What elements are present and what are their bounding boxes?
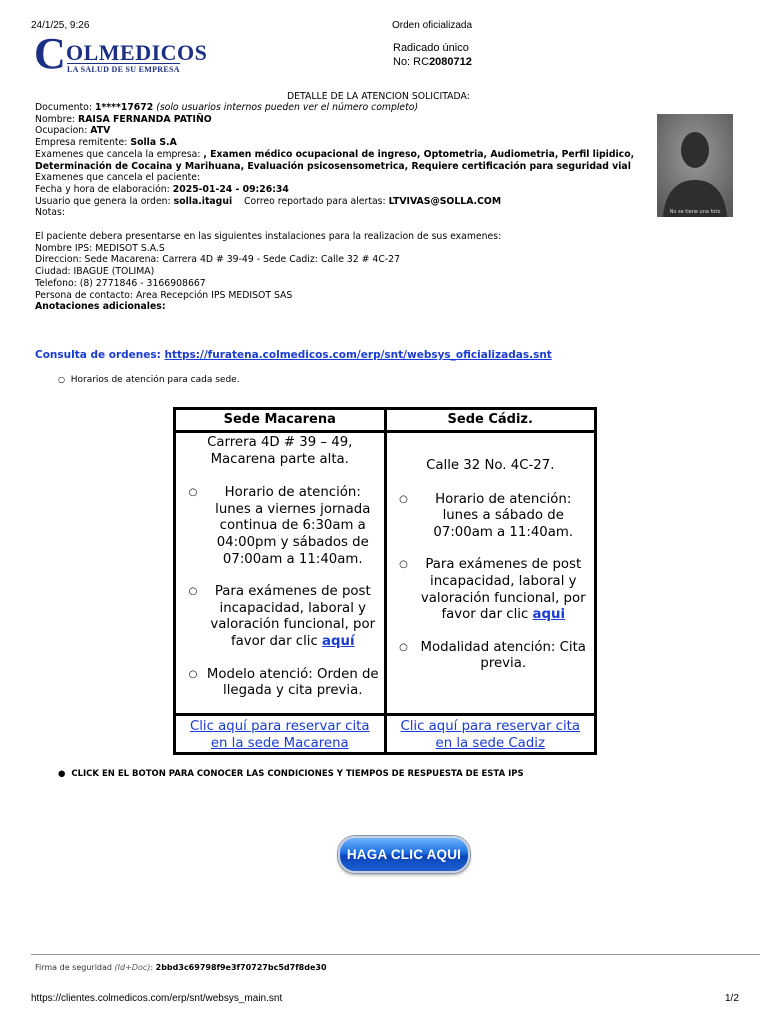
- macarena-modelo-item: [180, 667, 380, 700]
- usuario-value: solla.itagui: [173, 195, 233, 207]
- cadiz-horario-item: [391, 492, 591, 542]
- macarena-aqui-link[interactable]: aquí: [322, 633, 355, 649]
- print-datetime: 24/1/25, 9:26: [31, 20, 90, 31]
- circle-bullet-icon: ○: [399, 493, 408, 505]
- cadiz-horario-text: Horario de atención: lunes a sábado de 07:00am a 11:40am.: [433, 491, 574, 540]
- sede-cadiz-header: Sede Cádiz.: [385, 409, 596, 432]
- macarena-address-line1: Carrera 4D # 39 – 49,: [207, 435, 353, 450]
- ips-telefono: Telefono: (8) 2771846 - 3166908667: [35, 277, 206, 289]
- macarena-postincapacidad-text: [206, 584, 380, 650]
- circle-bullet-icon: ○: [399, 641, 408, 653]
- usuario-label: Usuario que genera la orden:: [35, 195, 171, 207]
- ips-intro: El paciente debera presentarse en las siguientes instalaciones para la realizacion de sus examenes:: [35, 231, 502, 242]
- firma-colon: :: [150, 963, 154, 972]
- examenes-paciente-row: Examenes que cancela el paciente:: [35, 172, 201, 184]
- radicado-value: 2080712: [429, 56, 472, 68]
- sede-macarena-cell: [175, 432, 386, 715]
- macarena-horario-text: Horario de atención: lunes a viernes jornada continua de 6:30am a 04:00pm y sábados de 07:00am a 11:40am.: [215, 485, 371, 567]
- firma-note: (Id+Doc): [114, 963, 151, 972]
- horarios-bullet: [58, 375, 240, 385]
- cadiz-address: Calle 32 No. 4C-27.: [426, 458, 555, 473]
- macarena-reserve-cell: [175, 715, 386, 754]
- documento-note: (solo usuarios internos pueden ver el número completo): [156, 102, 419, 113]
- cadiz-reserve-link[interactable]: Clic aquí para reservar cita en la sede Cadiz: [400, 719, 581, 751]
- logo-tagline: LA SALUD DE SU EMPRESA: [67, 65, 180, 74]
- macarena-modelo-text: Modelo atenció: Orden de llegada y cita previa.: [206, 666, 379, 699]
- patient-photo-placeholder: [657, 114, 733, 217]
- notas-row: Notas:: [35, 207, 65, 219]
- correo-value: LTVIVAS@SOLLA.COM: [388, 195, 502, 207]
- condiciones-text: CLICK EN EL BOTON PARA CONOCER LAS CONDICIONES Y TIEMPOS DE RESPUESTA DE ESTA IPS: [71, 769, 524, 779]
- colmedicos-logo: [34, 29, 208, 78]
- macarena-postincapacidad-label: Para exámenes de post incapacidad, laboral y valoración funcional, por favor dar clic: [210, 584, 376, 649]
- radicado-number: [393, 56, 472, 68]
- fecha-value: 2025-01-24 - 09:26:34: [172, 183, 289, 195]
- sede-cadiz-cell: [385, 432, 596, 715]
- ips-contacto: Persona de contacto: Area Recepción IPS MEDISOT SAS: [35, 289, 293, 301]
- cadiz-modalidad-item: [391, 640, 591, 673]
- nombre-label: Nombre:: [35, 113, 76, 125]
- examenes-empresa-continued: Determinación de Cocaina y Marihuana, Evaluación psicosensometrica, Requiere certificación para seguridad vial: [35, 160, 631, 172]
- cadiz-postincapacidad-item: [391, 557, 591, 623]
- correo-label: Correo reportado para alertas:: [243, 195, 386, 207]
- detail-block: [35, 102, 660, 219]
- condiciones-bullet: [58, 769, 524, 779]
- ips-nombre: Nombre IPS: MEDISOT S.A.S: [35, 242, 165, 254]
- documento-value: 1****17672: [94, 102, 154, 113]
- documento-label: Documento:: [35, 102, 92, 113]
- empresa-value: Solla S.A: [130, 137, 177, 149]
- ocupacion-label: Ocupacion:: [35, 125, 88, 137]
- consulta-ordenes: [35, 349, 552, 361]
- usuario-row: [35, 196, 660, 208]
- cadiz-postincapacidad-text: [417, 557, 591, 623]
- footer-divider: [31, 954, 760, 955]
- macarena-reserve-link[interactable]: Clic aquí para reservar cita en la sede Macarena: [189, 719, 370, 751]
- ocupacion-value: ATV: [90, 125, 111, 137]
- empresa-row: [35, 137, 660, 149]
- circle-bullet-icon: ○: [188, 668, 198, 680]
- macarena-address-line2: Macarena parte alta.: [210, 451, 349, 467]
- logo-wordmark: OLMEDICOS: [66, 40, 208, 65]
- ips-ciudad: Ciudad: IBAGUE (TOLIMA): [35, 266, 155, 278]
- fecha-row: [35, 184, 660, 196]
- documento-row: [35, 102, 660, 114]
- sede-macarena-header: Sede Macarena: [175, 409, 386, 432]
- print-title: Orden oficializada: [392, 20, 473, 31]
- circle-bullet-icon: ○: [188, 586, 198, 598]
- photo-caption: No se tiene una foto: [669, 209, 721, 215]
- macarena-horario-item: [180, 485, 380, 568]
- firma-seguridad: [35, 963, 327, 972]
- consulta-label: Consulta de ordenes:: [35, 349, 161, 361]
- circle-bullet-icon: ○: [188, 487, 198, 499]
- person-silhouette-icon: [657, 114, 733, 217]
- haga-clic-aqui-button[interactable]: HAGA CLIC AQUI: [338, 836, 470, 873]
- ips-direccion: Direccion: Sede Macarena: Carrera 4D # 39-49 - Sede Cadiz: Calle 32 # 4C-27: [35, 254, 400, 266]
- ips-anotaciones: Anotaciones adicionales:: [35, 301, 166, 313]
- print-footer-url: https://clientes.colmedicos.com/erp/snt/websys_main.snt: [31, 993, 283, 1004]
- consulta-ordenes-link[interactable]: https://furatena.colmedicos.com/erp/snt/websys_oficializadas.snt: [164, 349, 552, 361]
- empresa-label: Empresa remitente:: [35, 137, 128, 149]
- detail-heading: DETALLE DE LA ATENCION SOLICITADA:: [287, 91, 470, 102]
- nombre-row: [35, 114, 660, 126]
- sedes-table: [173, 407, 597, 755]
- cadiz-postincapacidad-label: Para exámenes de post incapacidad, laboral y valoración funcional, por favor dar clic: [420, 557, 586, 623]
- macarena-postincapacidad-item: [180, 584, 380, 650]
- logo-letter-c: C: [34, 29, 66, 78]
- horarios-text: Horarios de atención para cada sede.: [70, 375, 240, 385]
- radicado-prefix: No: RC: [393, 56, 430, 68]
- examenes-empresa-value: , Examen médico ocupacional de ingreso, Optometria, Audiometria, Perfil lipidico,: [203, 148, 635, 160]
- circle-bullet-icon: ○: [58, 375, 65, 384]
- print-page-number: 1/2: [725, 993, 739, 1004]
- cadiz-aqui-link[interactable]: aqui: [532, 607, 566, 623]
- disc-bullet-icon: ●: [58, 769, 66, 779]
- examenes-empresa-row: [35, 149, 660, 161]
- ocupacion-row: [35, 125, 660, 137]
- fecha-label: Fecha y hora de elaboración:: [35, 183, 170, 195]
- ips-block: [35, 231, 595, 313]
- radicado-label: Radicado único: [393, 42, 469, 54]
- circle-bullet-icon: ○: [399, 559, 408, 571]
- firma-label: Firma de seguridad: [35, 963, 112, 972]
- cadiz-modalidad-text: Modalidad atención: Cita previa.: [420, 639, 586, 672]
- cadiz-reserve-cell: [385, 715, 596, 754]
- nombre-value: RAISA FERNANDA PATIÑO: [78, 113, 212, 125]
- firma-value: 2bbd3c69798f9e3f70727bc5d7f8de30: [155, 963, 327, 972]
- examenes-empresa-label: Examenes que cancela la empresa:: [35, 148, 201, 160]
